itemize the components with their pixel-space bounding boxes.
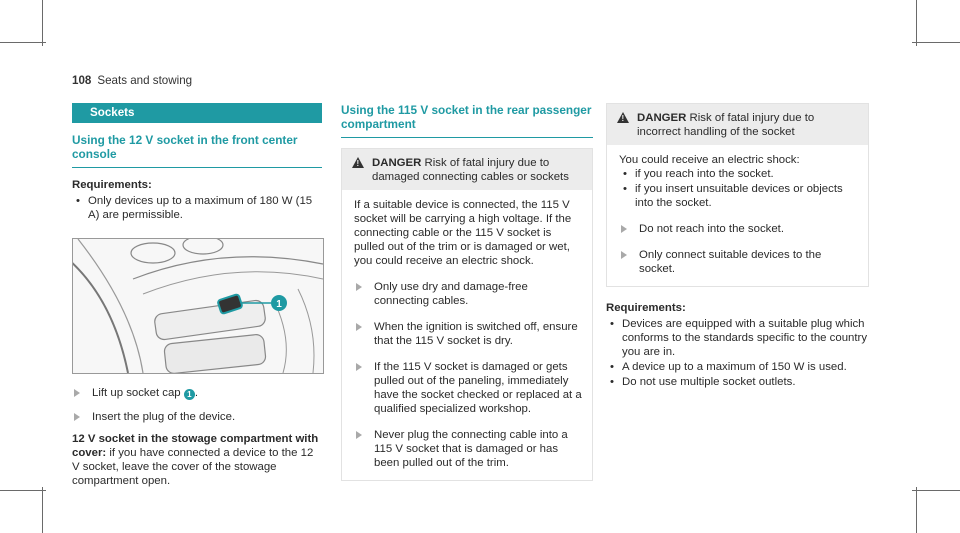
- danger-header: [607, 104, 868, 145]
- crop-mark: [0, 490, 46, 491]
- danger-bullet: • if you reach into the socket.: [619, 167, 858, 181]
- callout-number-icon: 1: [184, 389, 195, 400]
- danger-box: [341, 148, 593, 481]
- step-lift-cap: [72, 386, 322, 400]
- section-title: Seats and stowing: [97, 74, 193, 87]
- danger-body: [342, 190, 592, 480]
- danger-header: [342, 149, 592, 190]
- crop-mark: [912, 490, 960, 491]
- crop-mark: [916, 487, 917, 533]
- danger-box: [606, 103, 869, 287]
- step-arrow-icon: [621, 225, 627, 233]
- crop-mark: [42, 487, 43, 533]
- danger-step: [354, 320, 582, 348]
- crop-mark: [912, 42, 960, 43]
- step-insert-plug: [72, 410, 322, 424]
- note-text: if you have connected a device to the 12 V socket, leave the cover of the stowage compartment open.: [72, 447, 314, 487]
- step-text: Do not reach into the socket.: [639, 223, 784, 235]
- requirement-item: • A device up to a maximum of 150 W is used.: [606, 360, 869, 374]
- note-title: 12 V socket in the stowage compartment with cover:: [72, 433, 319, 459]
- danger-step: [354, 280, 582, 308]
- danger-text: If a suitable device is connected, the 115 V socket will be carrying a high voltage. If the connecting cable or the 115 V socket is pulled out of the trim or is damaged or wet, you could receive an electric shock.: [354, 199, 572, 267]
- step-arrow-icon: [621, 251, 627, 259]
- danger-body: [607, 145, 868, 286]
- step-arrow-icon: [74, 413, 80, 421]
- column-rear-socket: [341, 103, 593, 481]
- center-console-illustration: [73, 239, 323, 373]
- heading-front-socket: Using the 12 V socket in the front center console: [72, 133, 298, 161]
- step-arrow-icon: [356, 431, 362, 439]
- crop-mark: [42, 0, 43, 46]
- step-text: Only connect suitable devices to the socket.: [639, 249, 822, 275]
- step-arrow-icon: [356, 283, 362, 291]
- step-arrow-icon: [74, 389, 80, 397]
- requirement-item: • Do not use multiple socket outlets.: [606, 375, 869, 389]
- danger-label: DANGER: [637, 112, 687, 124]
- step-text: When the ignition is switched off, ensure that the 115 V socket is dry.: [374, 321, 578, 347]
- step-text: If the 115 V socket is damaged or gets pulled out of the paneling, immediately have the socket checked or replaced at a qualified specialized workshop.: [374, 361, 582, 415]
- step-text: Lift up socket cap: [92, 387, 181, 399]
- warning-triangle-icon: [352, 157, 364, 168]
- column-danger-requirements: [606, 103, 869, 390]
- stowage-note: [72, 432, 322, 488]
- section-bar: Sockets: [72, 103, 322, 123]
- socket-figure: [72, 238, 324, 374]
- warning-triangle-icon: [617, 112, 629, 123]
- danger-headline: Risk of fatal injury due to incorrect handling of the socket: [637, 112, 815, 138]
- crop-mark: [916, 0, 917, 46]
- heading-rule: [72, 167, 322, 168]
- danger-headline: Risk of fatal injury due to damaged connecting cables or sockets: [372, 157, 569, 183]
- danger-bullet: • if you insert unsuitable devices or objects into the socket.: [619, 182, 858, 210]
- requirement-item: • Devices are equipped with a suitable plug which conforms to the standards specific to the country you are in.: [606, 317, 869, 359]
- danger-step: [354, 428, 582, 470]
- danger-step: [354, 360, 582, 416]
- requirements-title: Requirements:: [606, 302, 686, 314]
- requirement-item: • Only devices up to a maximum of 180 W (15 A) are permissible.: [72, 194, 322, 222]
- page-number: 108: [72, 74, 92, 87]
- crop-mark: [0, 42, 46, 43]
- column-front-console: [72, 103, 322, 488]
- figure-callout: 1: [276, 299, 282, 310]
- step-arrow-icon: [356, 363, 362, 371]
- step-arrow-icon: [356, 323, 362, 331]
- heading-rule: [341, 137, 593, 138]
- requirements-list: [72, 194, 322, 222]
- step-text: Insert the plug of the device.: [92, 411, 236, 423]
- danger-bullets: [619, 167, 858, 210]
- step-text: Only use dry and damage-free connecting cables.: [374, 281, 528, 307]
- page-header: [72, 74, 192, 88]
- heading-rear-socket: Using the 115 V socket in the rear passenger compartment: [341, 103, 592, 131]
- danger-step: [619, 248, 858, 276]
- requirements-list: [606, 317, 869, 389]
- requirements-title: Requirements:: [72, 179, 152, 191]
- danger-text: You could receive an electric shock:: [619, 154, 800, 166]
- danger-label: DANGER: [372, 157, 422, 169]
- step-text: Never plug the connecting cable into a 115 V socket that is damaged or has been pulled out of the trim.: [374, 429, 568, 469]
- danger-step: [619, 222, 858, 236]
- step-text-end: .: [194, 387, 198, 399]
